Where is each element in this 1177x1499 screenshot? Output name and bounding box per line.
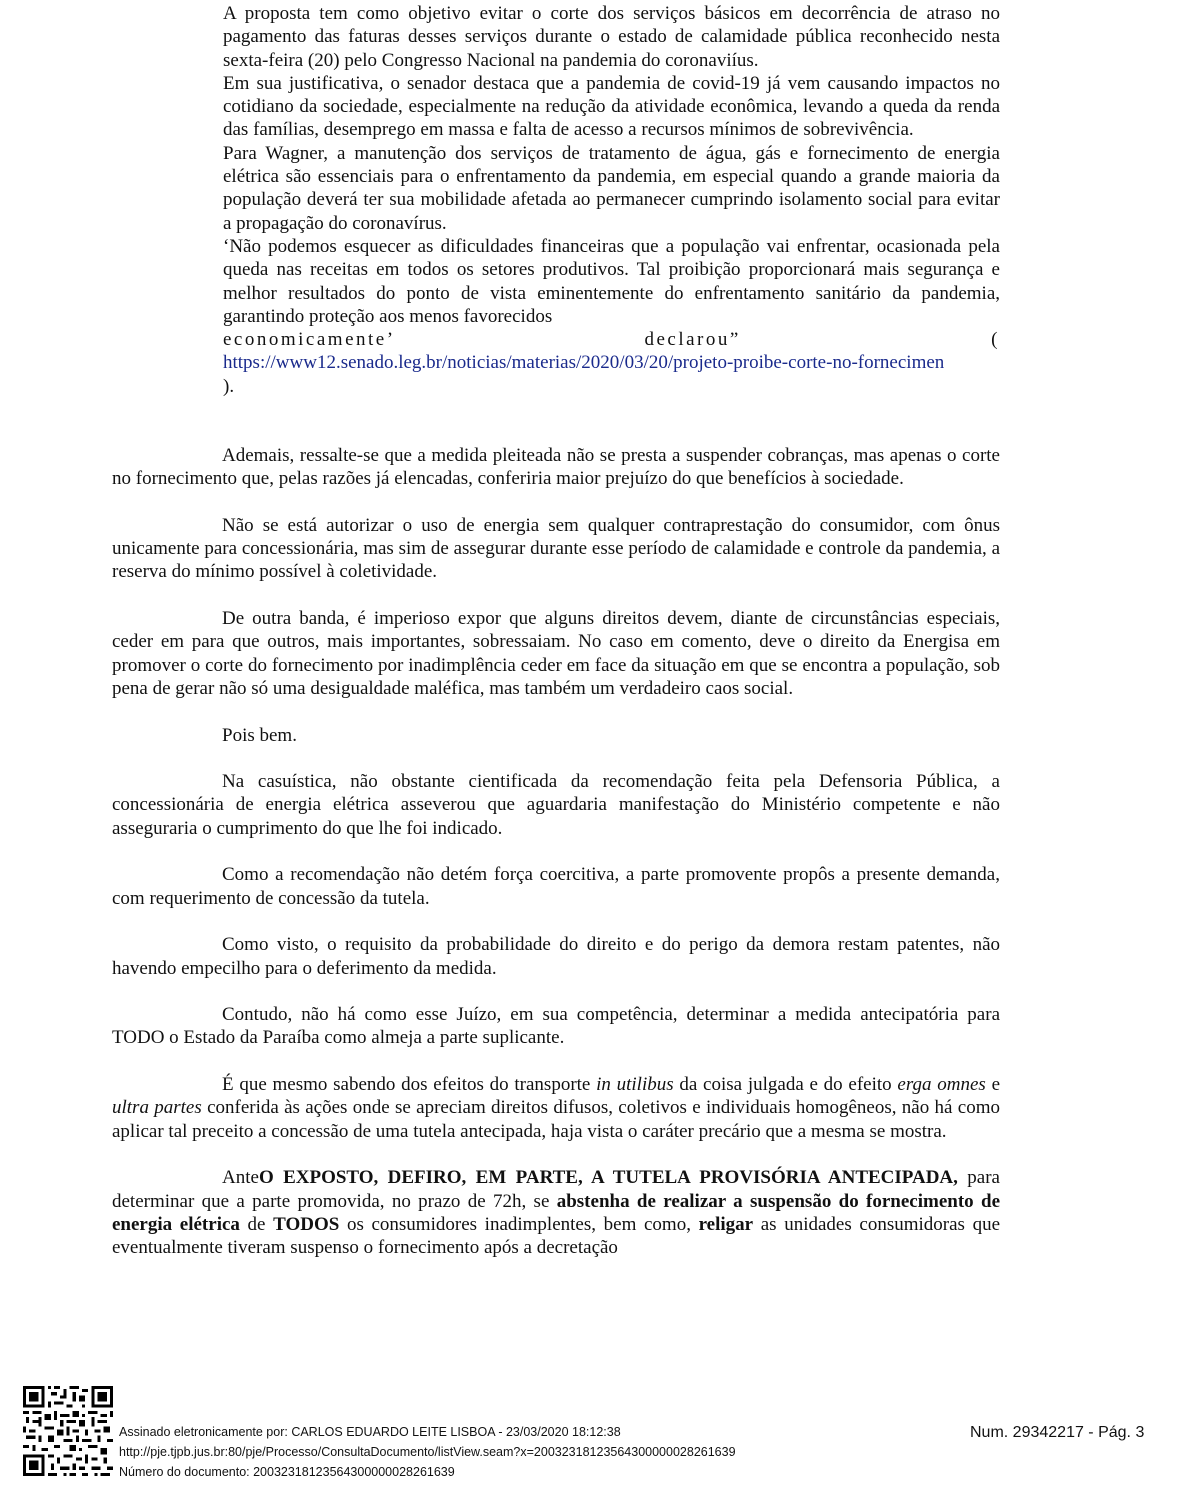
- body-paragraph: De outra banda, é imperioso expor que alguns direitos devem, diante de circunstâncias especiais, ceder em para que outros, mais importantes, sobressaiam. No caso em comento, deve o direito da Energisa em promover o corte do fornecimento por inadimplência ceder em face da situação em que se encontra a população, sob pena de gerar não só uma desigualdade maléfica, mas também um verdadeiro caos social.: [112, 608, 1000, 699]
- page-number: Num. 29342217 - Pág. 3: [970, 1424, 1145, 1441]
- italic-term: in utilibus: [596, 1074, 674, 1096]
- body-paragraph: Como visto, o requisito da probabilidade do direito e do perigo da demora restam patentes, não havendo empecilho para o deferimento da medida.: [112, 934, 1000, 979]
- text-run: conferida às ações onde se apreciam direitos difusos, coletivos e individuais homogêneos, não há como aplicar tal preceito a concessão de uma tutela antecipada, haja vista o caráter precário que a mesma se mostra.: [112, 1097, 1000, 1142]
- body-paragraph: Pois bem.: [222, 724, 297, 746]
- quoted-citation: [223, 2, 1000, 398]
- body-paragraph: Contudo, não há como esse Juízo, em sua competência, determinar a medida antecipatória para TODO o Estado da Paraíba como almeja a parte suplicante.: [112, 1004, 1000, 1049]
- bold-run: abstenha de realizar a suspensão do fornecimento de energia elétrica: [112, 1190, 1001, 1235]
- body-paragraph: Como a recomendação não detém força coercitiva, a parte promovente propôs a presente demanda, com requerimento de concessão da tutela.: [112, 864, 1000, 909]
- text-run: e: [985, 1074, 1001, 1096]
- text-run: Ante: [222, 1167, 259, 1189]
- text-run: de: [239, 1213, 274, 1235]
- source-link[interactable]: https://www12.senado.leg.br/noticias/materias/2020/03/20/projeto-proibe-corte-no-fornecimen: [223, 352, 945, 374]
- document-url-line[interactable]: http://pje.tjpb.jus.br:80/pje/Processo/ConsultaDocumento/listView.seam?x=20032318123564300000028261639: [119, 1445, 736, 1459]
- italic-term: erga omnes: [897, 1074, 986, 1096]
- italic-term: ultra partes: [112, 1097, 202, 1119]
- signed-by-line: Assinado eletronicamente por: CARLOS EDUARDO LEITE LISBOA - 23/03/2020 18:12:38: [119, 1425, 621, 1439]
- quote-paragraph: Em sua justificativa, o senador destaca que a pandemia de covid-19 já vem causando impactos no cotidiano da sociedade, especialmente na redução da atividade econômica, levando a queda da renda das famílias, desemprego em massa e falta de acesso a recursos mínimos de sobrevivência.: [223, 72, 1000, 141]
- body-paragraph: [112, 1073, 1000, 1143]
- quote-paragraph: A proposta tem como objetivo evitar o corte dos serviços básicos em decorrência de atraso no pagamento das faturas desses serviços durante o estado de calamidade pública reconhecido nesta sexta-feira (20) pelo Congresso Nacional na pandemia do coronaviíus.: [223, 3, 1000, 71]
- signature-footer: [0, 1380, 1177, 1490]
- text-run: É que mesmo sabendo dos efeitos do transporte: [222, 1074, 597, 1096]
- text-run: os consumidores inadimplentes, bem como,: [339, 1213, 699, 1235]
- qr-code-icon: [23, 1386, 113, 1476]
- body-paragraph: Não se está autorizar o uso de energia sem qualquer contraprestação do consumidor, com ônus unicamente para concessionária, mas sim de assegurar durante esse período de calamidade e controle da pandemia, a reserva do mínimo possível à coletividade.: [112, 514, 1000, 583]
- quote-paragraph: Para Wagner, a manutenção dos serviços de tratamento de água, gás e fornecimento de energia elétrica são essenciais para o enfrentamento da pandemia, em especial quando a grande maioria da população deverá ter sua mobilidade afetada ao permanecer cumprindo isolamento social para evitar a propagação do coronavírus.: [223, 142, 1000, 234]
- text-run: para determinar que a parte promovida, no prazo de 72h, se: [112, 1167, 1000, 1212]
- ruling-paragraph: [112, 1166, 1000, 1259]
- decision-body: [112, 444, 1000, 1259]
- text-run: as unidades consumidoras que eventualmente tiveram suspenso o fornecimento após a decretação: [112, 1213, 1001, 1259]
- bold-run: religar: [698, 1213, 754, 1235]
- body-paragraph: Ademais, ressalte-se que a medida pleiteada não se presta a suspender cobranças, mas apenas o corte no fornecimento que, pelas razões já elencadas, conferiria maior prejuízo do que benefícios à sociedade.: [112, 445, 1000, 490]
- body-paragraph: Na casuística, não obstante cientificada da recomendação feita pela Defensoria Pública, a concessionária de energia elétrica asseverou que aguardaria manifestação do Ministério competente e não asseguraria o cumprimento do que lhe foi indicado.: [112, 771, 1000, 839]
- bold-run: TODOS: [273, 1213, 340, 1235]
- quote-paragraph: ‘Não podemos esquecer as dificuldades financeiras que a população vai enfrentar, ocasionada pela queda nas receitas em todos os setores produtivos. Tal proibição proporcionará mais segurança e melhor resultados do ponto de vista eminentemente do enfrentamento sanitário da pandemia, garantindo proteção aos menos favorecidos: [223, 235, 1000, 327]
- document-number-line: Número do documento: 20032318123564300000028261639: [119, 1465, 455, 1479]
- bold-run: O EXPOSTO, DEFIRO, EM PARTE, A TUTELA PROVISÓRIA ANTECIPADA,: [258, 1167, 958, 1189]
- signature-info: [119, 1422, 736, 1482]
- text-run: da coisa julgada e do efeito: [673, 1074, 898, 1096]
- quote-close: ).: [223, 375, 235, 397]
- quote-spaced-line: economicamente’ declarou” (: [223, 329, 1000, 351]
